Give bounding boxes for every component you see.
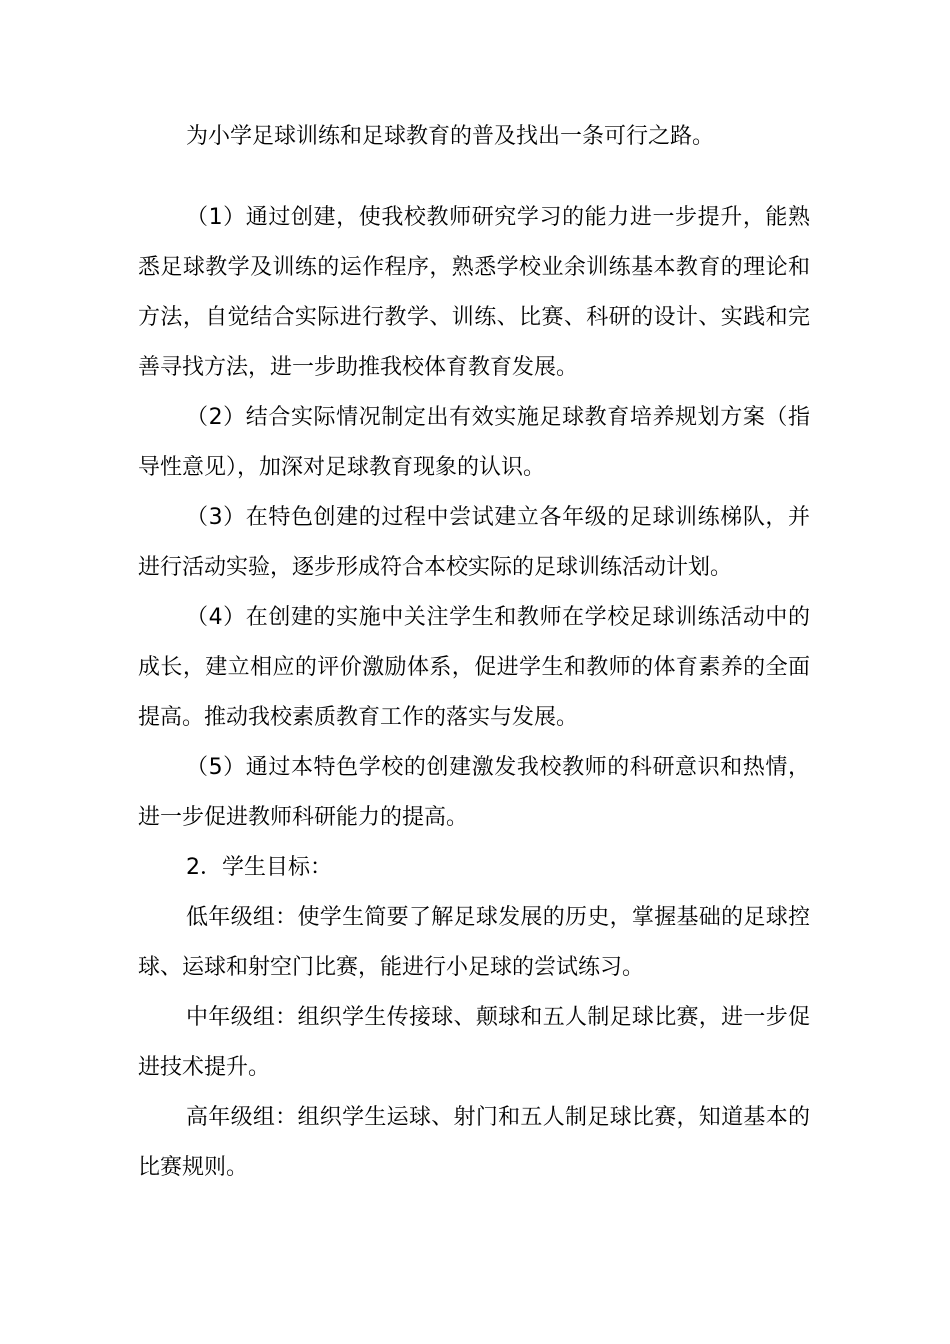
teacher-goal-3-line-2: 进行活动实验，逐步形成符合本校实际的足球训练活动计划。 bbox=[138, 555, 733, 580]
teacher-goal-2-line-1: （2）结合实际情况制定出有效实施足球教育培养规划方案（指 bbox=[186, 405, 810, 430]
upper-grade-line-2: 比赛规则。 bbox=[138, 1155, 249, 1180]
lower-grade-line-2: 球、运球和射空门比赛，能进行小足球的尝试练习。 bbox=[138, 955, 645, 980]
middle-grade-line-1: 中年级组：组织学生传接球、颠球和五人制足球比赛，进一步促 bbox=[186, 1005, 810, 1030]
teacher-goal-4-line-3: 提高。推动我校素质教育工作的落实与发展。 bbox=[138, 705, 579, 730]
teacher-goal-3-line-1: （3）在特色创建的过程中尝试建立各年级的足球训练梯队，并 bbox=[186, 505, 810, 530]
teacher-goal-1-line-2: 悉足球教学及训练的运作程序，熟悉学校业余训练基本教育的理论和 bbox=[138, 255, 810, 280]
middle-grade-line-2: 进技术提升。 bbox=[138, 1055, 271, 1080]
teacher-goal-1-line-4: 善寻找方法，进一步助推我校体育教育发展。 bbox=[138, 355, 579, 380]
intro-paragraph: 为小学足球训练和足球教育的普及找出一条可行之路。 bbox=[186, 124, 715, 149]
teacher-goal-4-line-2: 成长，建立相应的评价激励体系，促进学生和教师的体育素养的全面 bbox=[138, 655, 810, 680]
teacher-goal-2-line-2: 导性意见），加深对足球教育现象的认识。 bbox=[138, 455, 546, 480]
upper-grade-line-1: 高年级组：组织学生运球、射门和五人制足球比赛，知道基本的 bbox=[186, 1105, 810, 1130]
teacher-goal-5-line-1: （5）通过本特色学校的创建激发我校教师的科研意识和热情， bbox=[186, 755, 810, 780]
teacher-goal-1-line-3: 方法，自觉结合实际进行教学、训练、比赛、科研的设计、实践和完 bbox=[138, 305, 810, 330]
lower-grade-line-1: 低年级组：使学生简要了解足球发展的历史，掌握基础的足球控 bbox=[186, 905, 810, 930]
teacher-goal-1-line-1: （1）通过创建，使我校教师研究学习的能力进一步提升，能熟 bbox=[186, 205, 810, 230]
teacher-goal-5-line-2: 进一步促进教师科研能力的提高。 bbox=[138, 805, 469, 830]
student-goals-heading: 2．学生目标： bbox=[186, 855, 332, 880]
teacher-goal-4-line-1: （4）在创建的实施中关注学生和教师在学校足球训练活动中的 bbox=[186, 605, 810, 630]
